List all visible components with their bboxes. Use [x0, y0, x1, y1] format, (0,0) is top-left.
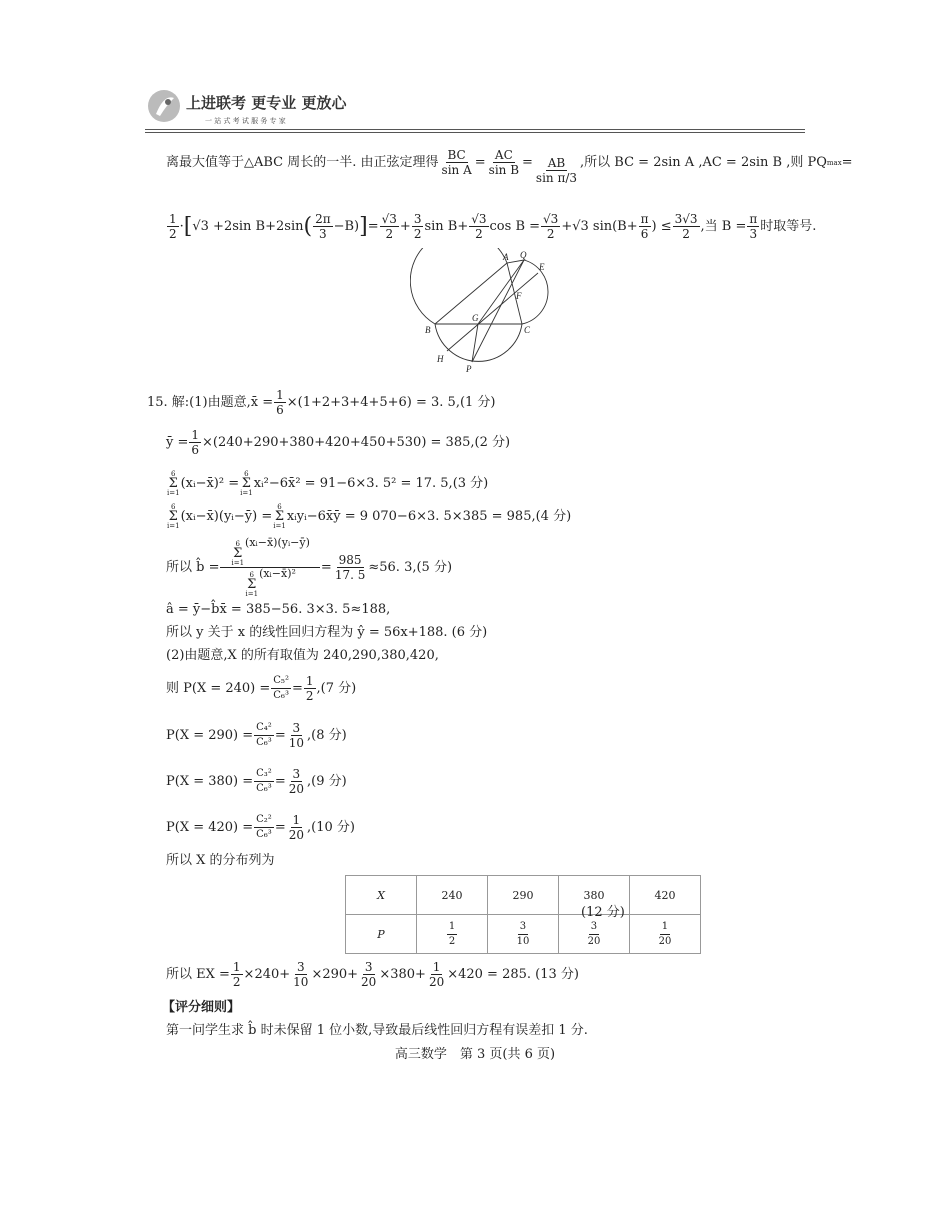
label-P: P [466, 364, 472, 374]
p15-line6: â = ȳ−b̂x̄ = 385−56. 3×3. 5≈188, [166, 602, 391, 617]
brand-slogan: 上进联考 更专业 更放心 [186, 94, 347, 112]
label-F: F [516, 291, 522, 301]
table-row [346, 876, 701, 915]
label-H: H [437, 354, 444, 364]
label-A: A [503, 252, 509, 262]
rubric-text: 第一问学生求 b̂ 时未保留 1 位小数,导致最后线性回归方程有误差扣 1 分. [166, 1023, 588, 1038]
table-cell: X [346, 876, 417, 915]
p15-line5: 所以 b̂ = 6 Σ i=1 (xᵢ−x̄)(yᵢ−ȳ) 6 Σ i=1 (xᵢ−x̄)² = $\frac{985}{17. 5}$ ≈56. 3,(5 分) [166, 536, 453, 598]
label-B: B [425, 325, 431, 335]
p15-line7: 所以 y 关于 x 的线性回归方程为 ŷ = 56x+188. (6 分) [166, 625, 488, 640]
table-cell: 380 [559, 876, 630, 915]
prob-420: P(X = 420) = $\frac{\text{C₂²}}{\text{C₆³}}$ = $\frac{1}{20}$ ,(10 分) [166, 813, 355, 842]
table-row [346, 915, 701, 954]
label-Q: Q [520, 250, 527, 260]
p15-line2: ȳ = $\frac{1}{6}$ ×(240+290+380+420+450+530) = 385,(2 分) [166, 428, 511, 457]
p15-line9: 所以 X 的分布列为 [166, 853, 275, 868]
table-cell: $\frac{1}{20}$ [630, 915, 701, 954]
geometry-figure [410, 248, 560, 376]
p15-line4: 6 Σ i=1 (xᵢ−x̄)(yᵢ−ȳ) = 6 Σ i=1 xᵢyᵢ−6x̄ȳ = 9 070−6×3. 5×385 = 985,(4 分) [167, 503, 572, 530]
p15-line8: (2)由题意,X 的所有取值为 240,290,380,420, [166, 648, 439, 663]
label-G: G [472, 313, 479, 323]
page-footer: 高三数学 第 3 页(共 6 页) [394, 1047, 556, 1062]
prob-380: P(X = 380) = $\frac{\text{C₃²}}{\text{C₆³}}$ = $\frac{3}{20}$ ,(9 分) [166, 767, 347, 796]
table-cell: 240 [417, 876, 488, 915]
p14-line1: 离最大值等于△ABC 周长的一半. 由正弦定理得 $\frac{BC}{\text{sin A}}$ = $\frac{AC}{\text{sin B}}$ = $\frac{AB}{\text{sin π/3}}$ ,所以 BC = 2sin A ,AC = 2sin B ,则 PQ max = [166, 148, 853, 185]
table-cell: $\frac{3}{20}$ [559, 915, 630, 954]
p15-line3: 6 Σ i=1 (xᵢ−x̄)² = 6 Σ i=1 xᵢ²−6x̄² = 91−6×3. 5² = 17. 5,(3 分) [167, 470, 489, 497]
table-cell: $\frac{1}{2}$ [417, 915, 488, 954]
table-cell: 290 [488, 876, 559, 915]
expectation-line: 所以 EX = $\frac{1}{2}$ ×240+ $\frac{3}{10}$ ×290+ $\frac{3}{20}$ ×380+ $\frac{1}{20}$ ×420 = 285. (13 分) [166, 960, 579, 989]
table-cell: P [346, 915, 417, 954]
table-cell: 420 [630, 876, 701, 915]
header-divider [145, 129, 805, 133]
p14-line2: $\frac{1}{2}$ · [ √3 +2sin B+2sin ( $\frac{2\pi}{3}$ −B) ] = $\frac{√3}{2}$ + $\frac{3}{2}$ sin B+ $\frac{√3}{2}$ cos B = $\frac{√3}{2}$ +√3 sin(B+ $\frac{\pi}{6}$ ) ≤ $\frac{3√3}{2}$ ,当 B = $\frac{\pi}{3}$ 时取等号. [169, 212, 817, 241]
label-E: E [539, 262, 545, 272]
prob-290: P(X = 290) = $\frac{\text{C₄²}}{\text{C₆³}}$ = $\frac{3}{10}$ ,(8 分) [166, 721, 347, 750]
table-cell: $\frac{3}{10}$ [488, 915, 559, 954]
p15-line1: 15. 解:(1)由题意,x̄ = $\frac{1}{6}$ ×(1+2+3+4+5+6) = 3. 5,(1 分) [147, 388, 496, 417]
table-score: (12 分) [581, 905, 625, 920]
rubric-title: 【评分细则】 [162, 1000, 241, 1015]
header-logo [146, 88, 182, 124]
lower-arc [435, 324, 522, 361]
brand-tagline: 一 站 式 考 试 服 务 专 家 [205, 117, 286, 125]
label-C: C [524, 325, 531, 335]
logo-icon [146, 88, 182, 124]
prob-240: 则 P(X = 240) = $\frac{\text{C₅²}}{\text{C₆³}}$ = $\frac{1}{2}$ ,(7 分) [166, 674, 357, 703]
distribution-table [345, 875, 701, 954]
upper-left-arc [410, 248, 507, 324]
